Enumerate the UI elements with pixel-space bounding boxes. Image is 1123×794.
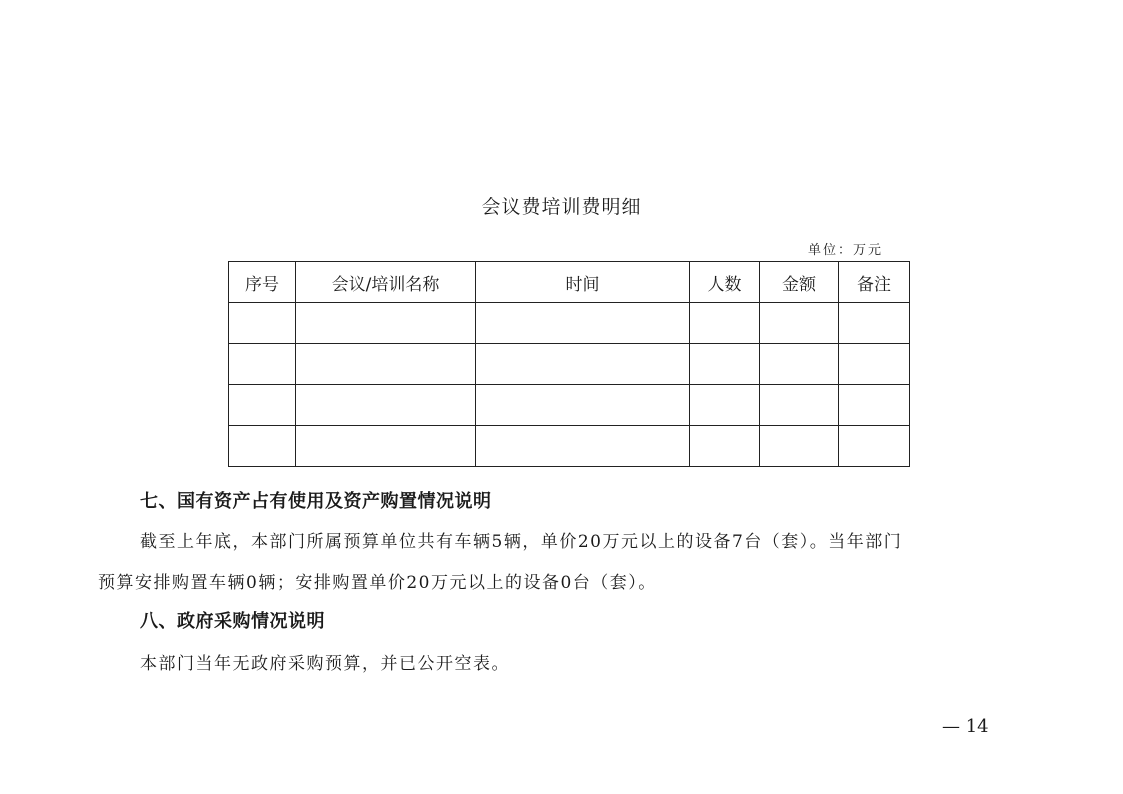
table-cell xyxy=(839,344,910,385)
table-title: 会议费培训费明细 xyxy=(481,196,642,218)
table-cell xyxy=(760,303,839,344)
table-cell xyxy=(760,385,839,426)
table-cell xyxy=(476,426,690,467)
table-cell xyxy=(839,385,910,426)
unit-label: 单位：万元 xyxy=(808,243,884,258)
table-cell xyxy=(760,426,839,467)
table-cell xyxy=(690,426,760,467)
table-cell xyxy=(690,344,760,385)
section-7-heading: 七、国有资产占有使用及资产购置情况说明 xyxy=(140,491,492,512)
table-row xyxy=(229,303,910,344)
header-time: 时间 xyxy=(476,262,690,303)
table-cell xyxy=(229,344,296,385)
table-cell xyxy=(839,426,910,467)
section-7-paragraph-line-1: 截至上年底，本部门所属预算单位共有车辆5辆，单价20万元以上的设备7台（套）。当年部门 xyxy=(140,532,903,552)
meeting-training-fee-table xyxy=(228,261,910,467)
table-row xyxy=(229,385,910,426)
table-cell xyxy=(476,385,690,426)
table-cell xyxy=(296,344,476,385)
table-cell xyxy=(476,303,690,344)
table-cell xyxy=(229,303,296,344)
header-name: 会议/培训名称 xyxy=(296,262,476,303)
table-cell xyxy=(839,303,910,344)
table-cell xyxy=(229,385,296,426)
table-row xyxy=(229,426,910,467)
header-count: 人数 xyxy=(690,262,760,303)
header-remark: 备注 xyxy=(839,262,910,303)
table-cell xyxy=(296,303,476,344)
section-8-paragraph: 本部门当年无政府采购预算，并已公开空表。 xyxy=(140,654,510,674)
table-cell xyxy=(690,385,760,426)
table-cell xyxy=(229,426,296,467)
page-number: — 14 xyxy=(942,716,989,737)
table-cell xyxy=(296,426,476,467)
header-amount: 金额 xyxy=(760,262,839,303)
table-cell xyxy=(760,344,839,385)
section-7-paragraph-line-2: 预算安排购置车辆0辆；安排购置单价20万元以上的设备0台（套）。 xyxy=(98,573,657,593)
table-cell xyxy=(476,344,690,385)
table-cell xyxy=(690,303,760,344)
table-header-row xyxy=(229,262,910,303)
section-8-heading: 八、政府采购情况说明 xyxy=(140,611,325,632)
table-row xyxy=(229,344,910,385)
table-cell xyxy=(296,385,476,426)
header-seq: 序号 xyxy=(229,262,296,303)
